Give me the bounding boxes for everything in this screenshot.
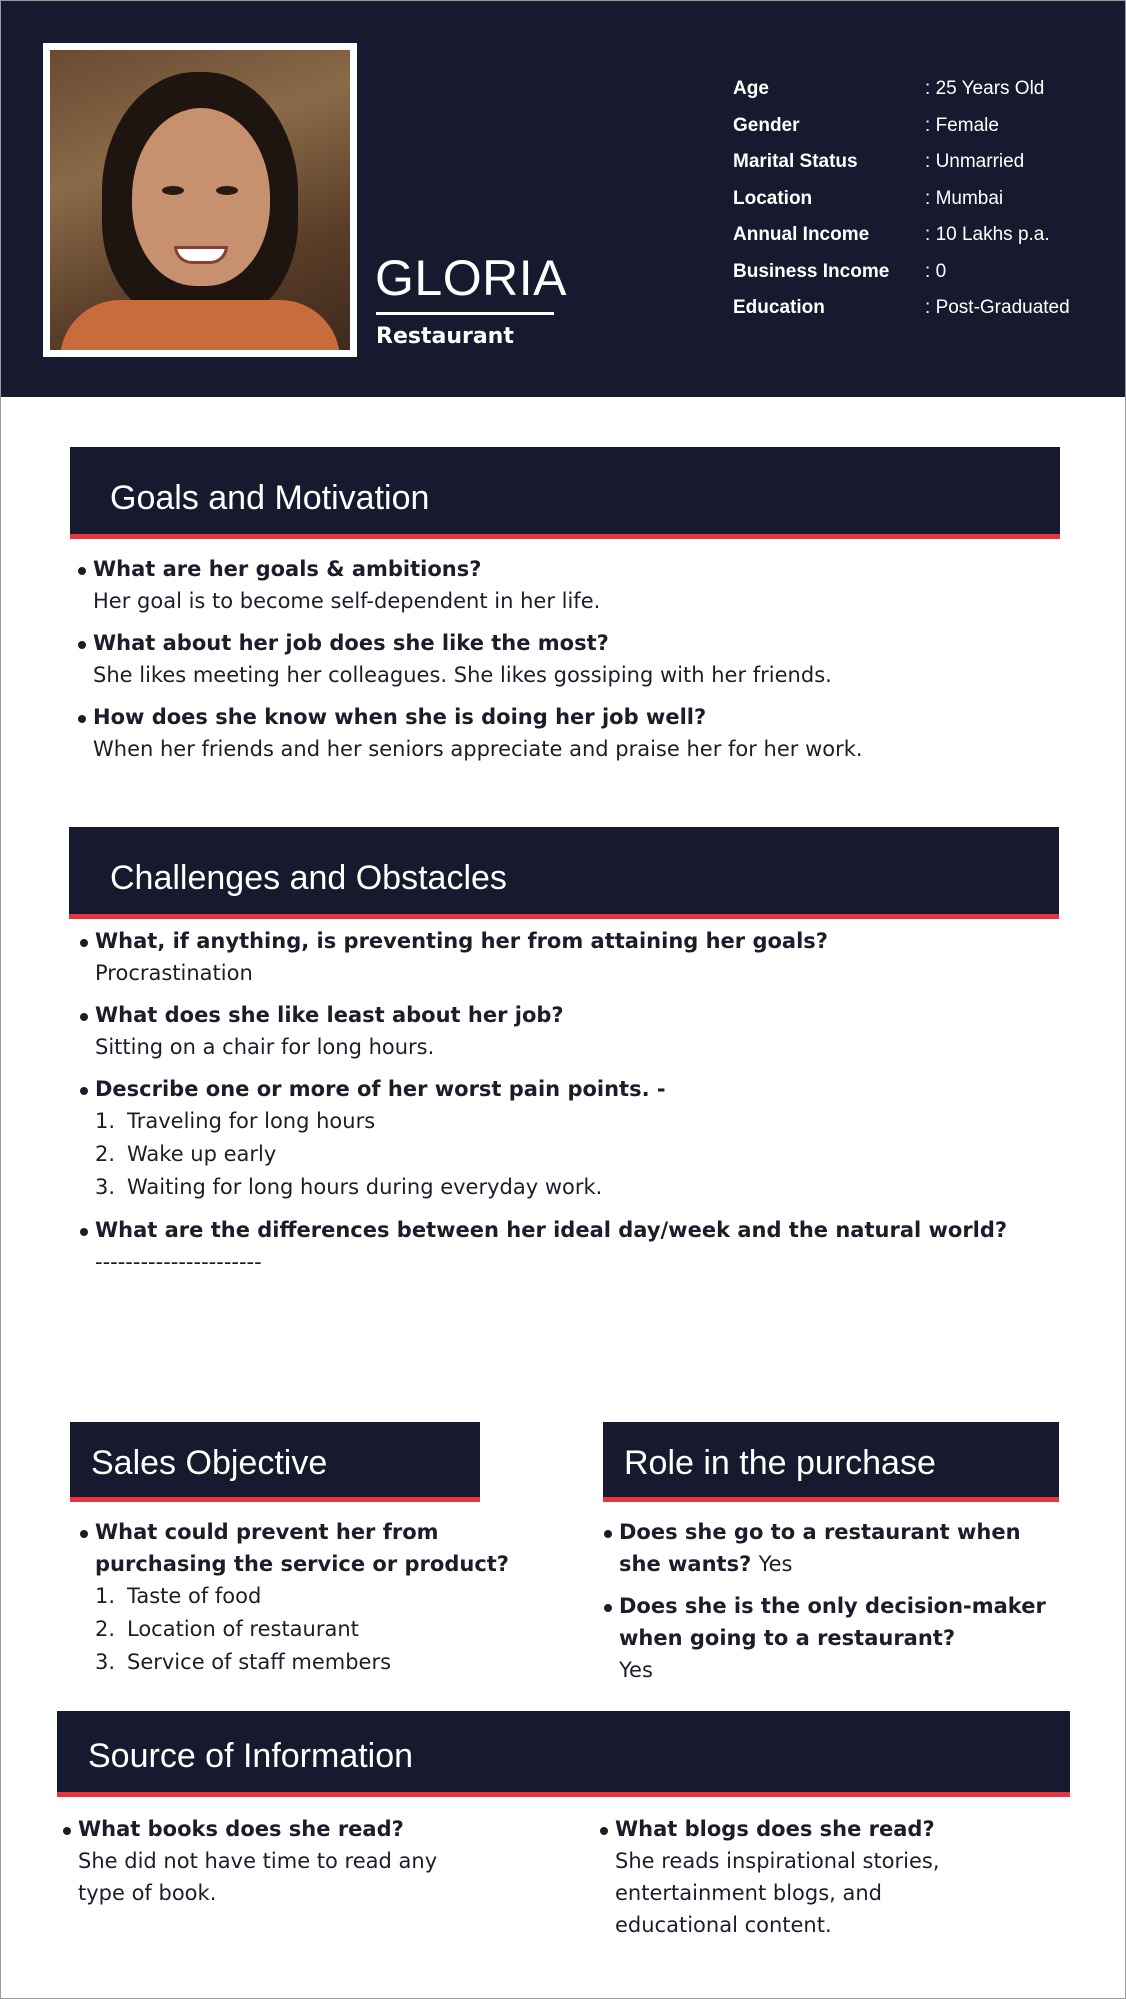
stat-value: : 25 Years Old	[925, 78, 1044, 100]
goals-section-header	[70, 447, 1060, 539]
stat-business-income	[733, 254, 1070, 291]
sales-content	[79, 1516, 559, 1679]
persona-business: Restaurant	[376, 324, 514, 349]
stat-marital-status	[733, 144, 1070, 181]
list-item: 3. Waiting for long hours during everyday work.	[95, 1175, 603, 1199]
question: What about her job does she like the most?	[77, 627, 1077, 659]
role-content	[603, 1516, 1123, 1686]
question: Describe one or more of her worst pain points. -	[79, 1073, 1099, 1105]
role-section-header	[603, 1422, 1059, 1502]
question: How does she know when she is doing her job well?	[77, 701, 1077, 733]
blogs-content	[599, 1813, 1119, 1941]
question: What blogs does she read?	[599, 1813, 1119, 1845]
sources-section-header	[57, 1711, 1070, 1797]
stat-location	[733, 181, 1070, 218]
goals-content	[77, 553, 1077, 765]
stat-value: : Unmarried	[925, 151, 1024, 173]
stats-list	[733, 71, 1070, 327]
question: What does she like least about her job?	[79, 999, 1099, 1031]
answer: She did not have time to read any type of book.	[78, 1849, 438, 1905]
answer: When her friends and her seniors appreciate and praise her for her work.	[93, 737, 863, 761]
question: What, if anything, is preventing her from attaining her goals?	[79, 925, 1099, 957]
stat-value: : Mumbai	[925, 188, 1003, 210]
question: Does she is the only decision-maker when going to a restaurant?	[603, 1590, 1123, 1654]
stat-value: : Post-Graduated	[925, 297, 1070, 319]
list-item: 1. Taste of food	[95, 1584, 262, 1608]
stat-value: : 0	[925, 261, 946, 283]
stat-label: Location	[733, 187, 813, 209]
section-title: Source of Information	[88, 1737, 414, 1775]
answer: Her goal is to become self-dependent in her life.	[93, 589, 601, 613]
stat-age	[733, 71, 1070, 108]
section-title: Role in the purchase	[624, 1444, 936, 1482]
question: What are the differences between her ideal day/week and the natural world?	[79, 1214, 1099, 1246]
stat-label: Marital Status	[733, 151, 858, 173]
profile-photo	[50, 50, 350, 350]
challenges-content	[79, 925, 1099, 1278]
sales-list	[79, 1580, 559, 1679]
stat-gender	[733, 108, 1070, 145]
stat-value: : 10 Lakhs p.a.	[925, 224, 1050, 246]
list-item: 2. Location of restaurant	[95, 1617, 359, 1641]
section-title: Sales Objective	[91, 1444, 328, 1482]
profile-header	[1, 1, 1125, 397]
books-content	[62, 1813, 562, 1909]
profile-photo-frame	[43, 43, 357, 357]
section-title: Goals and Motivation	[110, 479, 430, 517]
pain-points-list	[79, 1105, 1099, 1204]
stat-label: Business Income	[733, 260, 890, 282]
answer: ----------------------	[95, 1250, 262, 1274]
question: What are her goals & ambitions?	[77, 553, 1077, 585]
stat-value: : Female	[925, 115, 999, 137]
stat-label: Gender	[733, 114, 800, 136]
persona-name: GLORIA	[375, 250, 567, 306]
answer: Sitting on a chair for long hours.	[95, 1035, 435, 1059]
stat-label: Age	[733, 78, 769, 100]
answer: She reads inspirational stories, entertainment blogs, and educational content.	[615, 1849, 940, 1937]
sales-section-header	[70, 1422, 480, 1502]
section-title: Challenges and Obstacles	[110, 859, 507, 897]
stat-annual-income	[733, 217, 1070, 254]
question: What books does she read?	[62, 1813, 562, 1845]
list-item: 1. Traveling for long hours	[95, 1109, 376, 1133]
list-item: 3. Service of staff members	[95, 1650, 392, 1674]
answer: She likes meeting her colleagues. She likes gossiping with her friends.	[93, 663, 832, 687]
challenges-section-header	[69, 827, 1059, 919]
question: Does she go to a restaurant when she wants? Yes	[603, 1516, 1123, 1580]
name-underline	[376, 312, 554, 315]
stat-label: Education	[733, 297, 825, 319]
answer: Yes	[619, 1658, 653, 1682]
question: What could prevent her from purchasing the service or product?	[79, 1516, 559, 1580]
answer: Yes	[758, 1552, 793, 1576]
stat-label: Annual Income	[733, 224, 870, 246]
stat-education	[733, 290, 1070, 327]
list-item: 2. Wake up early	[95, 1142, 277, 1166]
answer: Procrastination	[95, 961, 253, 985]
